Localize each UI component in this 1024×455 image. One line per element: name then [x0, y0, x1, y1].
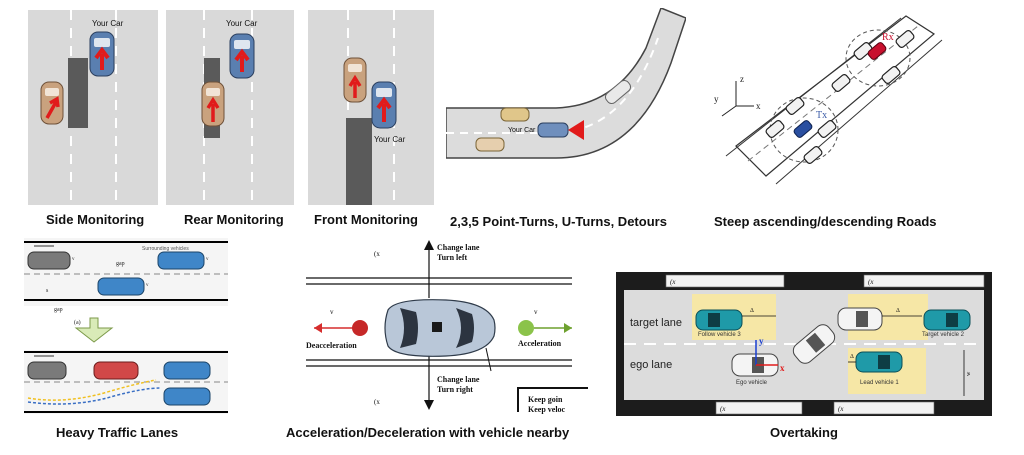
acceleration-diagram	[296, 236, 588, 418]
safe3-label: Δ	[750, 308, 754, 314]
target-lane-label: target lane	[630, 317, 682, 329]
surrounding-vehicles-label: Surrounding vehicles	[142, 246, 189, 252]
follow-vehicle-car	[696, 310, 742, 330]
follow-vehicle-label: Follow vehicle 3	[698, 332, 741, 338]
deceleration-label: Deacceleration	[306, 341, 357, 350]
heavy-car-blue-top	[158, 252, 204, 269]
steep-roads-diagram	[706, 6, 948, 202]
steep-axes	[722, 81, 754, 116]
keep-velocity-label: Keep veloc	[528, 405, 566, 414]
rx-label: Rx	[882, 32, 894, 43]
axis-z-label: z	[740, 74, 744, 84]
axis-x-label: x	[756, 101, 761, 111]
heavy-car-red	[94, 362, 138, 379]
v1-label: v	[72, 257, 75, 262]
tuple-target: (x	[868, 278, 874, 286]
target-vehicle-car	[924, 310, 970, 330]
left-arrow-icon	[314, 323, 322, 333]
v3-label: v	[146, 283, 149, 288]
axis-y-label: y	[714, 94, 719, 104]
front-barrier	[346, 118, 372, 205]
front-car-tan	[344, 58, 366, 102]
safe1-label: Δ	[850, 354, 854, 360]
side-barrier	[68, 58, 88, 128]
right-velocity: v	[534, 308, 538, 316]
s-ic-label: s	[46, 288, 49, 294]
left-velocity: v	[330, 308, 334, 316]
down-arrow-icon	[76, 318, 112, 342]
your-car-label: Your Car	[508, 127, 536, 134]
lead-vehicle-car	[856, 352, 902, 372]
your-car-label: Your Car	[92, 19, 124, 28]
side-monitoring-caption: Side Monitoring	[46, 212, 145, 227]
turn-car-tan-top	[501, 108, 529, 121]
heavy-car-blue-mid	[98, 278, 144, 295]
gap-p-label: gap	[116, 261, 125, 267]
ego-lane-label: ego lane	[630, 359, 673, 371]
your-car-blue	[372, 82, 396, 128]
target-vehicle-label: Target vehicle 2	[922, 332, 965, 338]
right-arrow-icon	[564, 323, 572, 333]
heavy-car-blue-b	[164, 388, 210, 405]
overtaking-caption: Overtaking	[770, 425, 838, 440]
acceleration-label: Acceleration	[518, 339, 562, 348]
bottom-coord: (x	[374, 398, 380, 406]
front-monitoring-caption: Front Monitoring	[314, 212, 418, 227]
rear-monitoring-caption: Rear Monitoring	[184, 212, 284, 227]
rear-monitoring-diagram	[166, 10, 294, 205]
turns-diagram	[446, 8, 686, 198]
safe2-label: Δ	[896, 308, 900, 314]
rear-car-tan	[202, 82, 224, 126]
axis-x-label: x	[780, 363, 785, 373]
heavy-car-gray	[28, 362, 66, 379]
tuple-lead: (x	[838, 405, 844, 413]
front-monitoring-diagram	[308, 10, 434, 205]
bottom-change-lane: Change lane	[437, 375, 480, 384]
side-monitoring-diagram	[28, 10, 158, 205]
your-car-blue	[230, 34, 254, 78]
center-car	[385, 300, 495, 357]
lead-vehicle-label: Lead vehicle 1	[860, 380, 899, 386]
gap-f-label: gap	[54, 307, 63, 313]
turns-caption: 2,3,5 Point-Turns, U-Turns, Detours	[450, 214, 667, 229]
step-label: (a)	[74, 320, 81, 326]
heavy-traffic-diagram	[24, 238, 228, 416]
acceleration-caption: Acceleration/Deceleration with vehicle nearby	[286, 425, 570, 440]
heavy-traffic-caption: Heavy Traffic Lanes	[56, 425, 179, 440]
w-lane-label: w	[966, 371, 972, 376]
top-coord: (x	[374, 250, 380, 258]
v2-label: v	[206, 257, 209, 262]
bottom-turn-right: Turn right	[437, 385, 473, 394]
turn-car-tan-bottom	[476, 138, 504, 151]
top-change-lane: Change lane	[437, 243, 480, 252]
top-turn-left: Turn left	[437, 253, 468, 262]
keep-going-label: Keep goin	[528, 395, 563, 404]
axis-y-label: y	[759, 336, 764, 346]
acceleration-marker	[518, 320, 534, 336]
side-car-tan	[41, 82, 63, 124]
overtaking-car-white	[838, 308, 882, 330]
heavy-car-gray-top	[28, 252, 70, 269]
up-arrow-icon	[424, 240, 434, 250]
your-car-label: Your Car	[374, 135, 406, 144]
tuple-ego: (x	[720, 405, 726, 413]
your-car-blue	[90, 32, 114, 76]
your-car-label: Your Car	[226, 19, 258, 28]
steep-roads-caption: Steep ascending/descending Roads	[714, 214, 937, 229]
tx-label: Tx	[816, 110, 828, 121]
heavy-car-blue-a	[164, 362, 210, 379]
deceleration-marker	[352, 320, 368, 336]
overtaking-diagram	[616, 272, 992, 416]
tuple-follow: (x	[670, 278, 676, 286]
down-arrow-icon	[424, 400, 434, 410]
ego-vehicle-label: Ego vehicle	[736, 380, 768, 386]
